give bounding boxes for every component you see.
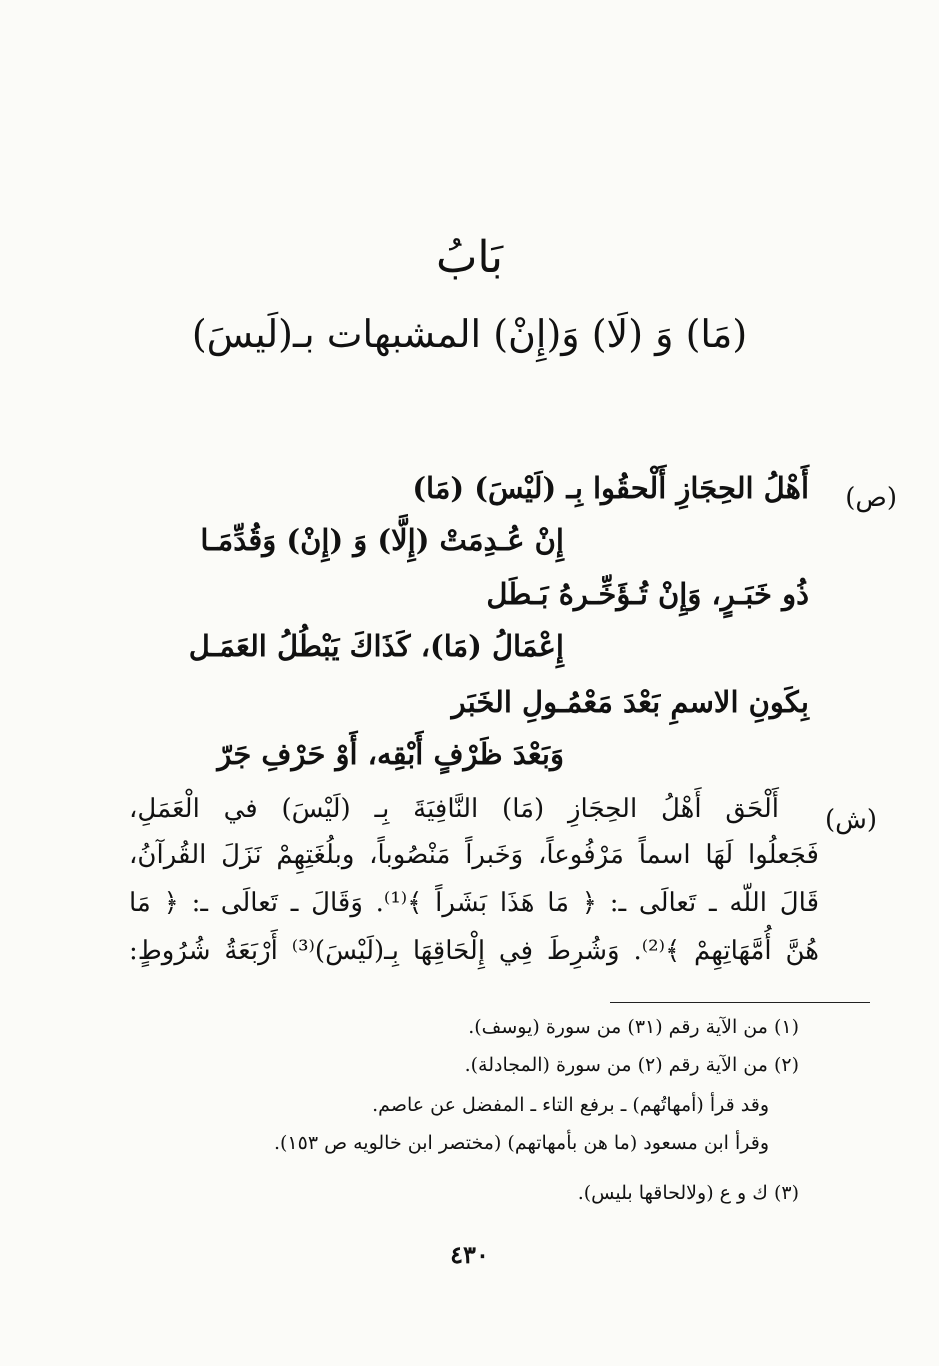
chapter-title: (مَا) وَ (لَا) وَ(إِنْ) المشبهات بـ(لَيسَ)	[191, 312, 748, 356]
verse-line: وَبَعْدَ ظَرْفٍ أَبْقِه، أَوْ حَرْفِ جَرّ	[217, 737, 564, 771]
footnote: وقد قرأ (أمهاتُهم) ـ برفع التاء ـ المفضل عن عاصم.	[372, 1094, 769, 1116]
verse-line: بِكَونِ الاسمِ بَعْدَ مَعْمُـولِ الخَبَر	[451, 685, 809, 719]
footnote: (٢) من الآية رقم (٢) من سورة (المجادلة).	[464, 1054, 799, 1076]
commentary-marker: (ش)	[824, 805, 877, 835]
commentary-line: فَجَعلُوا لَهَا اسماً مَرْفُوعاً، وَخَبراً مَنْصُوباً، وبلُغَتِهِمْ نَزَلَ القُرآنُ،	[129, 840, 819, 870]
verse-line: ذُو خَبَـرٍ، وَإِنْ تُـؤَخِّـرهُ بَـطَل	[486, 577, 809, 611]
verse-line: أَهْلُ الحِجَازِ أَلْحقُوا بِـ (لَيْسَ) (مَا)	[412, 471, 809, 505]
commentary-line: قَالَ اللّه ـ تَعالَى ـ: ﴿ مَا هَذَا بَشَراً ﴾⁽¹⁾. وَقَالَ ـ تَعالَى ـ: ﴿ مَا	[129, 888, 819, 918]
commentary-line: هُنَّ أُمَّهَاتِهِمْ ﴾⁽²⁾. وَشُرِطَ فِي إِلْحَاقِهَا بِـ(لَيْسَ)⁽³⁾ أَرْبَعَةُ شُرُوطٍ:	[129, 936, 819, 966]
verse-marker: (ص)	[845, 483, 897, 513]
footnote: (١) من الآية رقم (٣١) من سورة (يوسف).	[468, 1016, 799, 1038]
footnote-separator	[610, 1002, 870, 1003]
commentary-line: أَلْحَق أَهْلُ الحِجَازِ (مَا) النَّافِيَةَ بِـ (لَيْسَ) في الْعَمَلِ،	[129, 794, 779, 824]
chapter-label: بَابُ	[435, 232, 504, 283]
page-number: ٤٣٠	[450, 1240, 489, 1269]
footnote: (٣) ك و ع (ولالحاقها بليس).	[577, 1182, 799, 1204]
verse-line: إِنْ عُـدِمَتْ (إِلَّا) وَ (إِنْ) وَقُدِّمَـا	[200, 523, 564, 557]
footnote: وقرأ ابن مسعود (ما هن بأمهاتهم) (مختصر ابن خالويه ص ١٥٣).	[273, 1132, 769, 1154]
verse-line: إِعْمَالُ (مَا)، كَذَاكَ يَبْطُلُ العَمَـل	[188, 629, 564, 663]
